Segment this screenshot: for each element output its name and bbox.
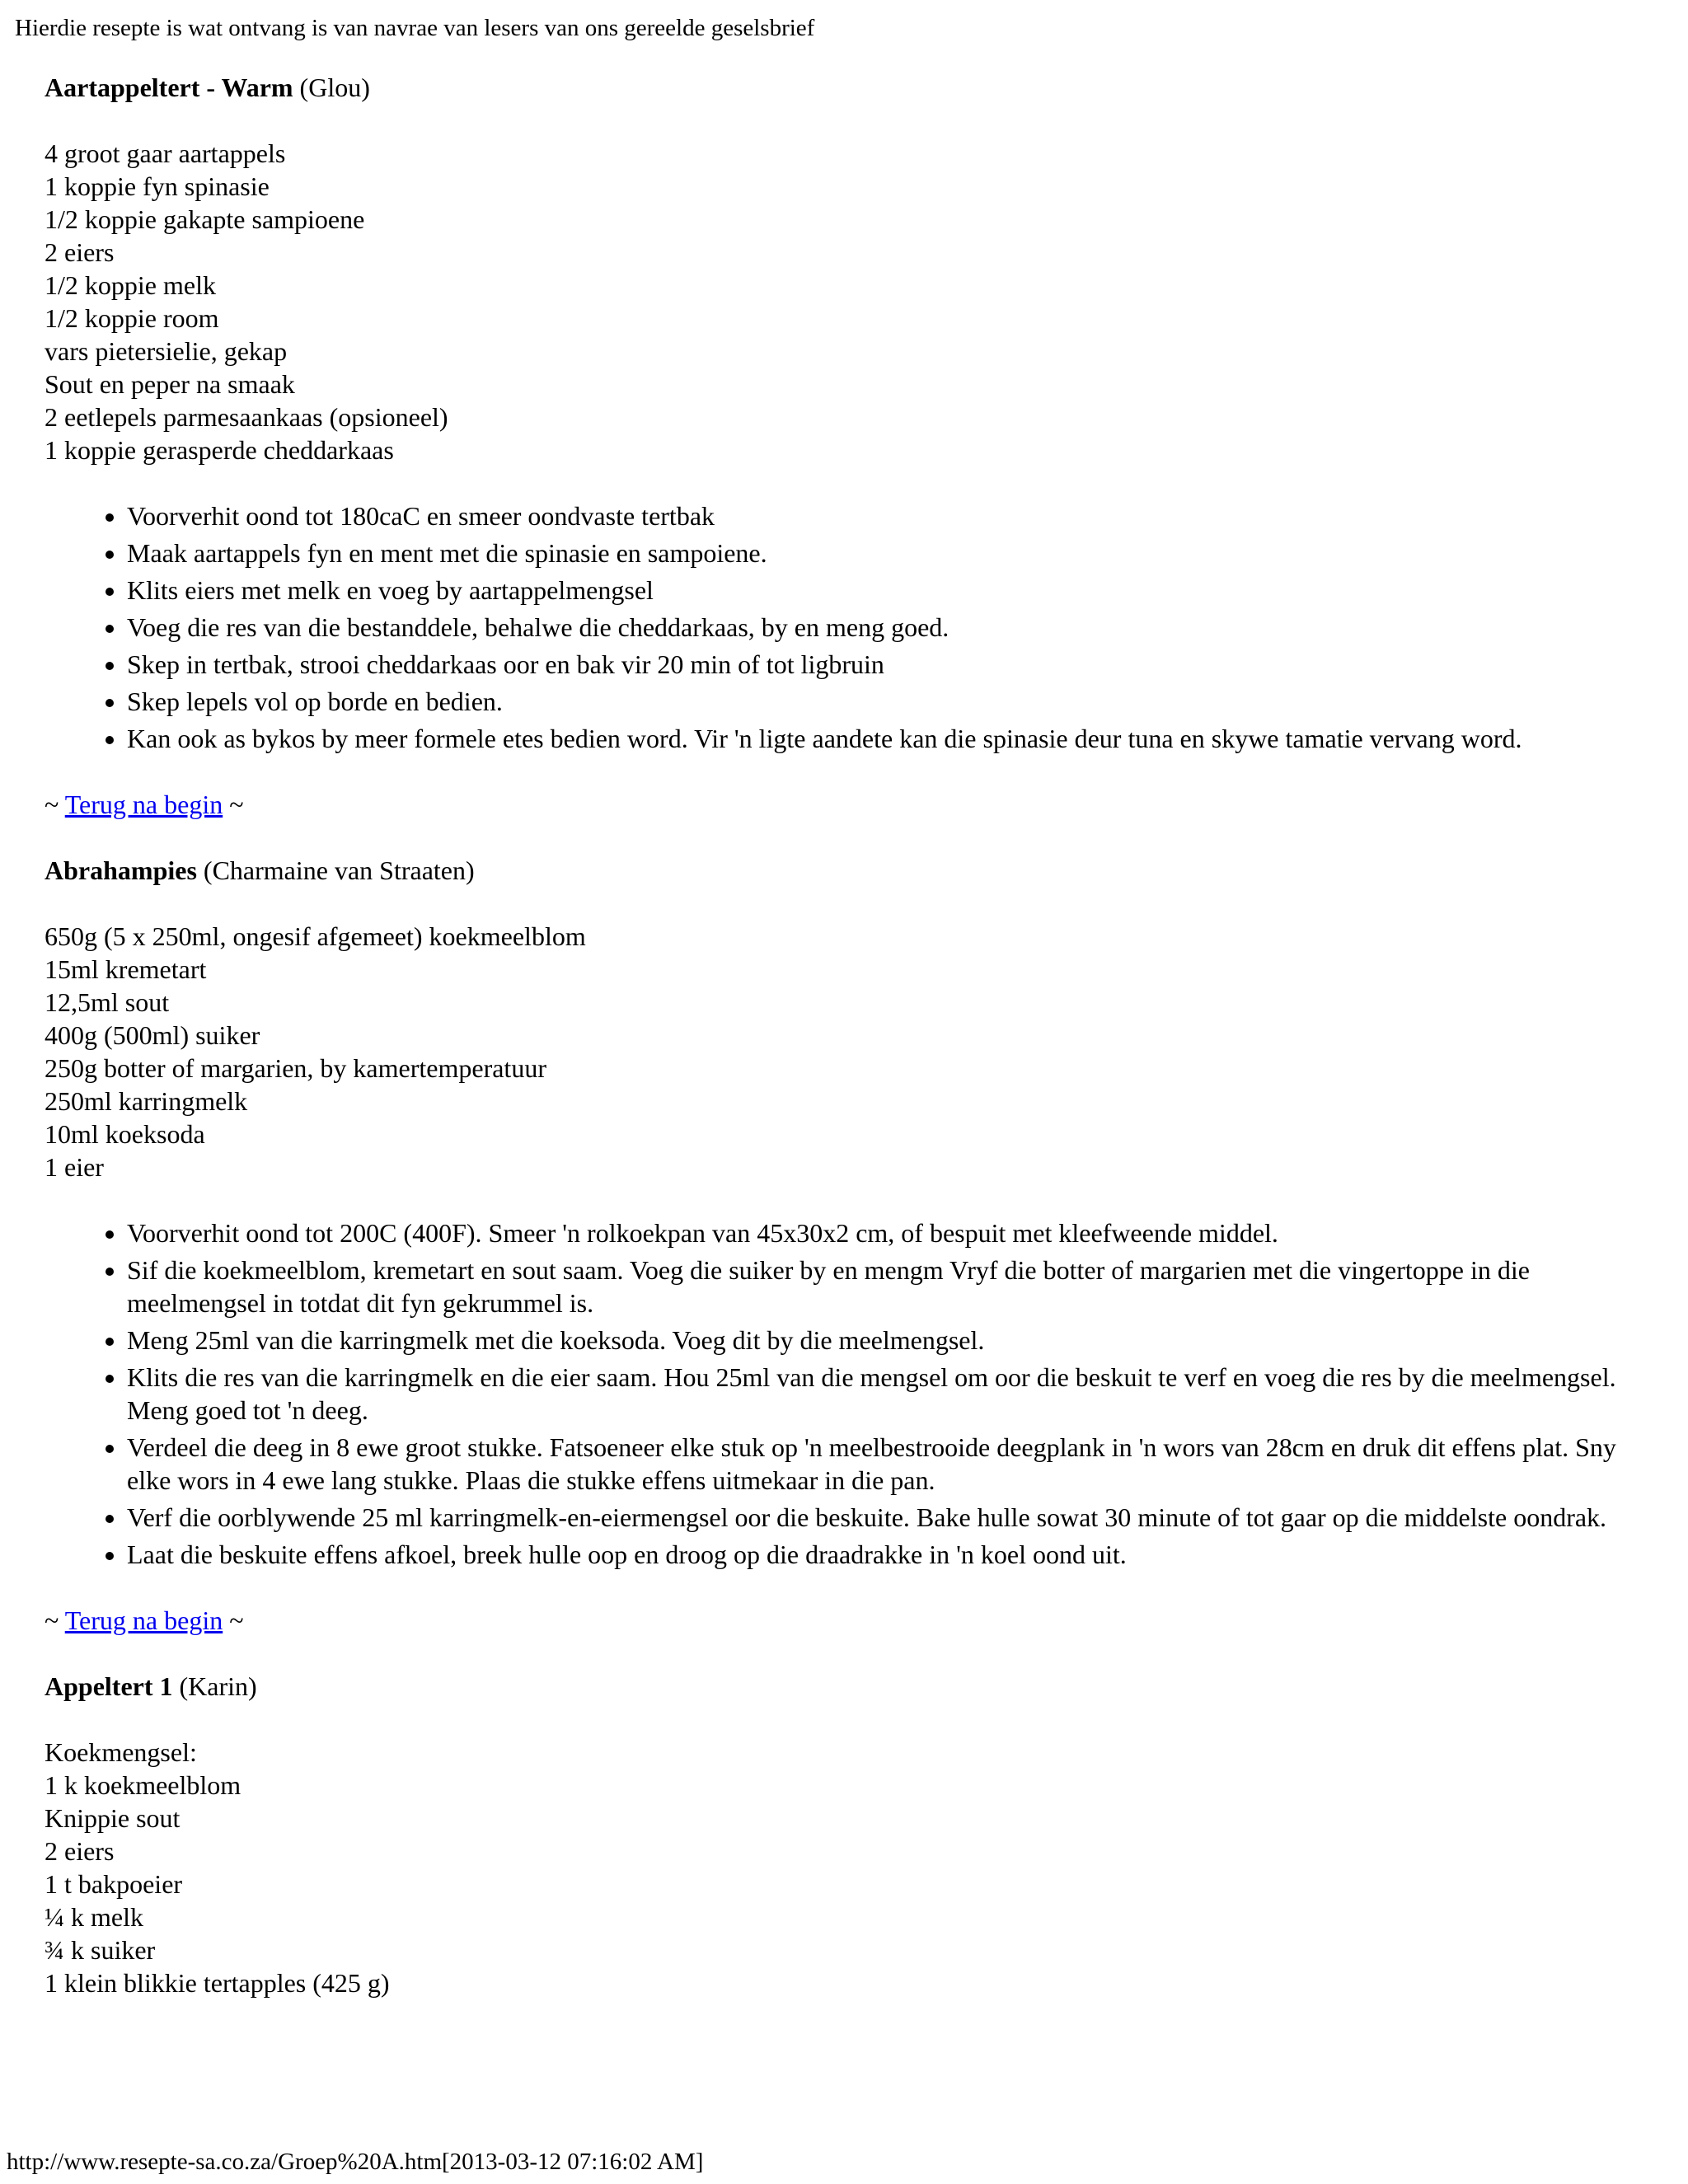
method-step: • Skep lepels vol op borde en bedien. — [127, 685, 1660, 718]
back-suffix: ~ — [229, 790, 244, 819]
ingredient-list — [45, 137, 1660, 466]
ingredient: 250ml karringmelk — [45, 1086, 248, 1116]
back-to-top-link[interactable]: Terug na begin — [64, 1605, 223, 1635]
recipe-author: (Karin) — [179, 1671, 257, 1701]
ingredient: 4 groot gaar aartappels — [45, 138, 286, 168]
recipe-appeltert-1 — [45, 1670, 1660, 1999]
ingredient: 1 koppie fyn spinasie — [45, 171, 270, 201]
ingredient: 650g (5 x 250ml, ongesif afgemeet) koekmeelblom — [45, 921, 586, 951]
method-step: • Kan ook as bykos by meer formele etes bedien word. Vir 'n ligte aandete kan die spinasie deur tuna en skywe tamatie vervang word. — [127, 722, 1660, 755]
method-step: • Verdeel die deeg in 8 ewe groot stukke. Fatsoeneer elke stuk op 'n meelbestrooide deegplank in 'n wors van 28cm en druk dit effens plat. Sny elke wors in 4 ewe lang stukke. Plaas die stukke effens uitmekaar in die pan. — [127, 1431, 1660, 1497]
back-to-top-link[interactable]: Terug na begin — [64, 790, 223, 819]
page-intro: Hierdie resepte is wat ontvang is van navrae van lesers van ons gereelde geselsbrief — [15, 15, 815, 41]
recipe-name: Appeltert 1 — [45, 1671, 173, 1701]
ingredient: 400g (500ml) suiker — [45, 1020, 260, 1050]
method-step: • Voorverhit oond tot 200C (400F). Smeer 'n rolkoekpan van 45x30x2 cm, of bespuit met kleefweende middel. — [127, 1216, 1660, 1249]
ingredient: 1 k koekmeelblom — [45, 1770, 241, 1800]
ingredient: 250g botter of margarien, by kamertemperatuur — [45, 1053, 546, 1083]
method-step: • Verf die oorblywende 25 ml karringmelk-en-eiermengsel oor die beskuite. Bake hulle sowat 30 minute of tot gaar op die middelste oondrak. — [127, 1501, 1660, 1534]
recipe-title — [45, 71, 1660, 104]
method-step: • Klits die res van die karringmelk en die eier saam. Hou 25ml van die mengsel om oor die beskuit te verf en voeg die res by die meelmengsel. Meng goed tot 'n deeg. — [127, 1361, 1660, 1427]
recipe-author: (Glou) — [299, 73, 370, 102]
recipe-abrahampies — [45, 854, 1660, 1637]
back-suffix: ~ — [229, 1605, 244, 1635]
ingredient: 2 eetlepels parmesaankaas (opsioneel) — [45, 402, 448, 432]
ingredient: Koekmengsel: — [45, 1737, 197, 1767]
ingredient: 1/2 koppie room — [45, 303, 219, 333]
method-step: • Klits eiers met melk en voeg by aartappelmengsel — [127, 574, 1660, 607]
ingredient: 1/2 koppie gakapte sampioene — [45, 204, 365, 234]
ingredient: 1 klein blikkie tertapples (425 g) — [45, 1968, 390, 1998]
page-footer-url: http://www.resepte-sa.co.za/Groep%20A.htm[2013-03-12 07:16:02 AM] — [7, 2149, 704, 2175]
method-step: • Skep in tertbak, strooi cheddarkaas oor en bak vir 20 min of tot ligbruin — [127, 648, 1660, 681]
recipe-name: Abrahampies — [45, 855, 197, 885]
recipe-content — [45, 71, 1660, 1999]
ingredient: ¾ k suiker — [45, 1935, 156, 1965]
method-step: • Meng 25ml van die karringmelk met die koeksoda. Voeg dit by die meelmengsel. — [127, 1324, 1660, 1357]
ingredient: 1 koppie gerasperde cheddarkaas — [45, 435, 394, 465]
ingredient: 1 t bakpoeier — [45, 1869, 183, 1899]
ingredient: Knippie sout — [45, 1803, 181, 1833]
ingredient: vars pietersielie, gekap — [45, 336, 288, 366]
ingredient: 12,5ml sout — [45, 987, 170, 1017]
back-to-top — [45, 788, 1660, 821]
ingredient: Sout en peper na smaak — [45, 369, 295, 399]
ingredient: 2 eiers — [45, 237, 115, 267]
back-prefix: ~ — [45, 1605, 59, 1635]
method-steps — [45, 1216, 1660, 1571]
back-to-top — [45, 1604, 1660, 1637]
ingredient-list — [45, 1736, 1660, 1999]
ingredient: 15ml kremetart — [45, 954, 207, 984]
method-step: • Voeg die res van die bestanddele, behalwe die cheddarkaas, by en meng goed. — [127, 611, 1660, 644]
ingredient: 1/2 koppie melk — [45, 270, 216, 300]
method-steps — [45, 499, 1660, 755]
method-step: • Maak aartappels fyn en ment met die spinasie en sampoiene. — [127, 537, 1660, 569]
back-prefix: ~ — [45, 790, 59, 819]
recipe-title — [45, 854, 1660, 887]
recipe-aartappeltert — [45, 71, 1660, 821]
recipe-title — [45, 1670, 1660, 1703]
ingredient: ¼ k melk — [45, 1902, 143, 1932]
recipe-author: (Charmaine van Straaten) — [203, 855, 475, 885]
recipe-name: Aartappeltert - Warm — [45, 73, 293, 102]
ingredient: 1 eier — [45, 1152, 104, 1182]
ingredient: 2 eiers — [45, 1836, 115, 1866]
ingredient: 10ml koeksoda — [45, 1119, 205, 1149]
method-step: • Sif die koekmeelblom, kremetart en sout saam. Voeg die suiker by en mengm Vryf die botter of margarien met die vingertoppe in die meelmengsel in totdat dit fyn gekrummel is. — [127, 1254, 1660, 1319]
method-step: • Laat die beskuite effens afkoel, breek hulle oop en droog op die draadrakke in 'n koel oond uit. — [127, 1538, 1660, 1571]
ingredient-list — [45, 920, 1660, 1183]
method-step: • Voorverhit oond tot 180caC en smeer oondvaste tertbak — [127, 499, 1660, 532]
